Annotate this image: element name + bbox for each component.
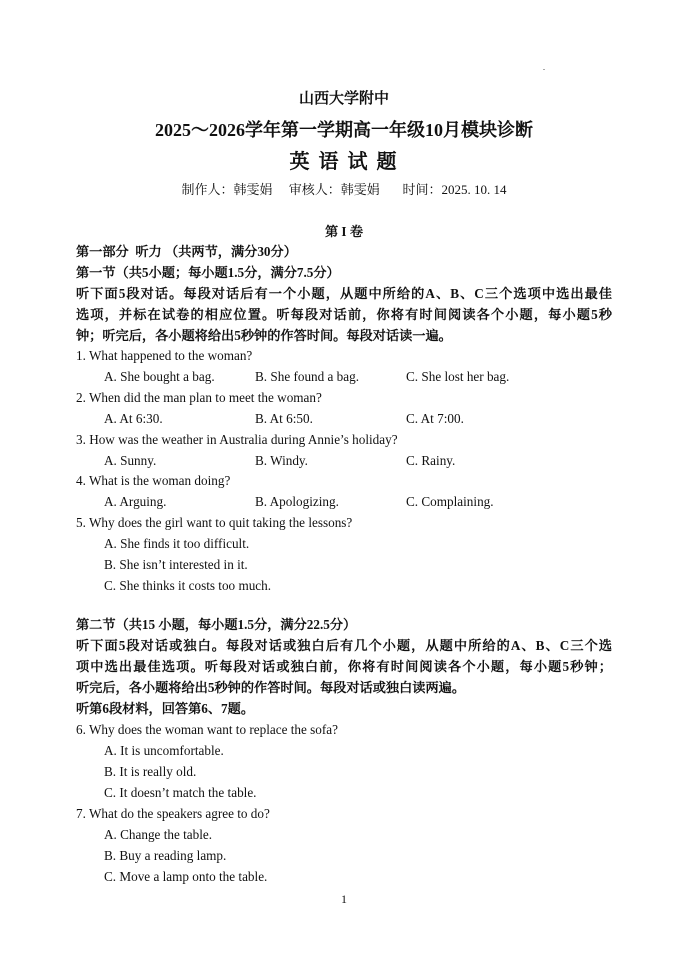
option-c: C. She lost her bag.: [406, 369, 510, 384]
scan-speck: .: [543, 63, 545, 72]
part1-title: 第一部分 听力 （共两节，满分30分）: [76, 244, 297, 259]
section1-instruction-line: 听下面5段对话。每段对话后有一个小题，从题中所给的A、B、C三个选项中选出最佳: [76, 286, 612, 301]
material-note: 听第6段材料，回答第6、7题。: [76, 701, 255, 716]
option-b: B. She found a bag.: [255, 369, 360, 384]
section2-instruction-line: 听完后，各小题将给出5秒钟的作答时间。每段对话或独白读两遍。: [76, 680, 466, 695]
option-b: B. At 6:50.: [255, 411, 313, 426]
question-stem: 5. Why does the girl want to quit taking the lessons?: [76, 515, 353, 530]
section1-instruction-line: 钟；听完后，各小题将给出5秒钟的作答时间。每段对话读一遍。: [76, 328, 452, 343]
option-a: A. Change the table.: [104, 827, 213, 842]
option-b: B. Windy.: [255, 453, 308, 468]
option-row: [104, 493, 494, 511]
section1-instruction-line: 选项，并标在试卷的相应位置。听每段对话前，你将有时间阅读各个小题，每小题5秒: [76, 307, 612, 322]
option-a: A. She bought a bag.: [104, 369, 215, 384]
option-a: A. At 6:30.: [104, 411, 163, 426]
section2-instruction-line: 项中选出最佳选项。听每段对话或独白前，你将有时间阅读各个小题，每小题5秒钟；: [76, 659, 612, 674]
school-name: 山西大学附中: [298, 91, 389, 107]
option-b: B. Buy a reading lamp.: [104, 848, 227, 863]
author-meta: 制作人：韩雯娟 审核人：韩雯娟 时间：2025. 10. 14: [181, 182, 507, 197]
subject-title: 英 语 试 题: [289, 151, 399, 173]
page-number: 1: [341, 892, 347, 906]
option-c: C. She thinks it costs too much.: [104, 578, 272, 593]
question-stem: 2. When did the man plan to meet the woman?: [76, 390, 322, 405]
question-stem: 7. What do the speakers agree to do?: [76, 806, 270, 821]
option-b: B. She isn’t interested in it.: [104, 557, 248, 572]
option-a: A. It is uncomfortable.: [104, 743, 224, 758]
section2-title: 第二节（共15 小题，每小题1.5分，满分22.5分）: [76, 617, 357, 632]
option-row: [104, 452, 455, 470]
question-stem: 1. What happened to the woman?: [76, 348, 253, 363]
option-a: A. Sunny.: [104, 453, 157, 468]
option-c: C. Move a lamp onto the table.: [104, 869, 268, 884]
option-a: A. She finds it too difficult.: [104, 536, 250, 551]
option-a: A. Arguing.: [104, 494, 167, 509]
question-stem: 3. How was the weather in Australia during Annie’s holiday?: [76, 432, 398, 447]
volume-label: 第 I 卷: [324, 224, 364, 239]
option-c: C. At 7:00.: [406, 411, 464, 426]
option-b: B. Apologizing.: [255, 494, 339, 509]
exam-title: 2025～2026学年第一学期高一年级10月模块诊断: [155, 120, 533, 140]
option-c: C. It doesn’t match the table.: [104, 785, 257, 800]
option-row: [104, 410, 464, 428]
option-c: C. Complaining.: [406, 494, 494, 509]
option-b: B. It is really old.: [104, 764, 197, 779]
section2-instruction-line: 听下面5段对话或独白。每段对话或独白后有几个小题，从题中所给的A、B、C三个选: [76, 638, 612, 653]
question-stem: 4. What is the woman doing?: [76, 473, 231, 488]
option-row: [104, 368, 509, 386]
question-stem: 6. Why does the woman want to replace the sofa?: [76, 722, 338, 737]
section1-title: 第一节（共5小题；每小题1.5分，满分7.5分）: [76, 265, 340, 280]
option-c: C. Rainy.: [406, 453, 456, 468]
